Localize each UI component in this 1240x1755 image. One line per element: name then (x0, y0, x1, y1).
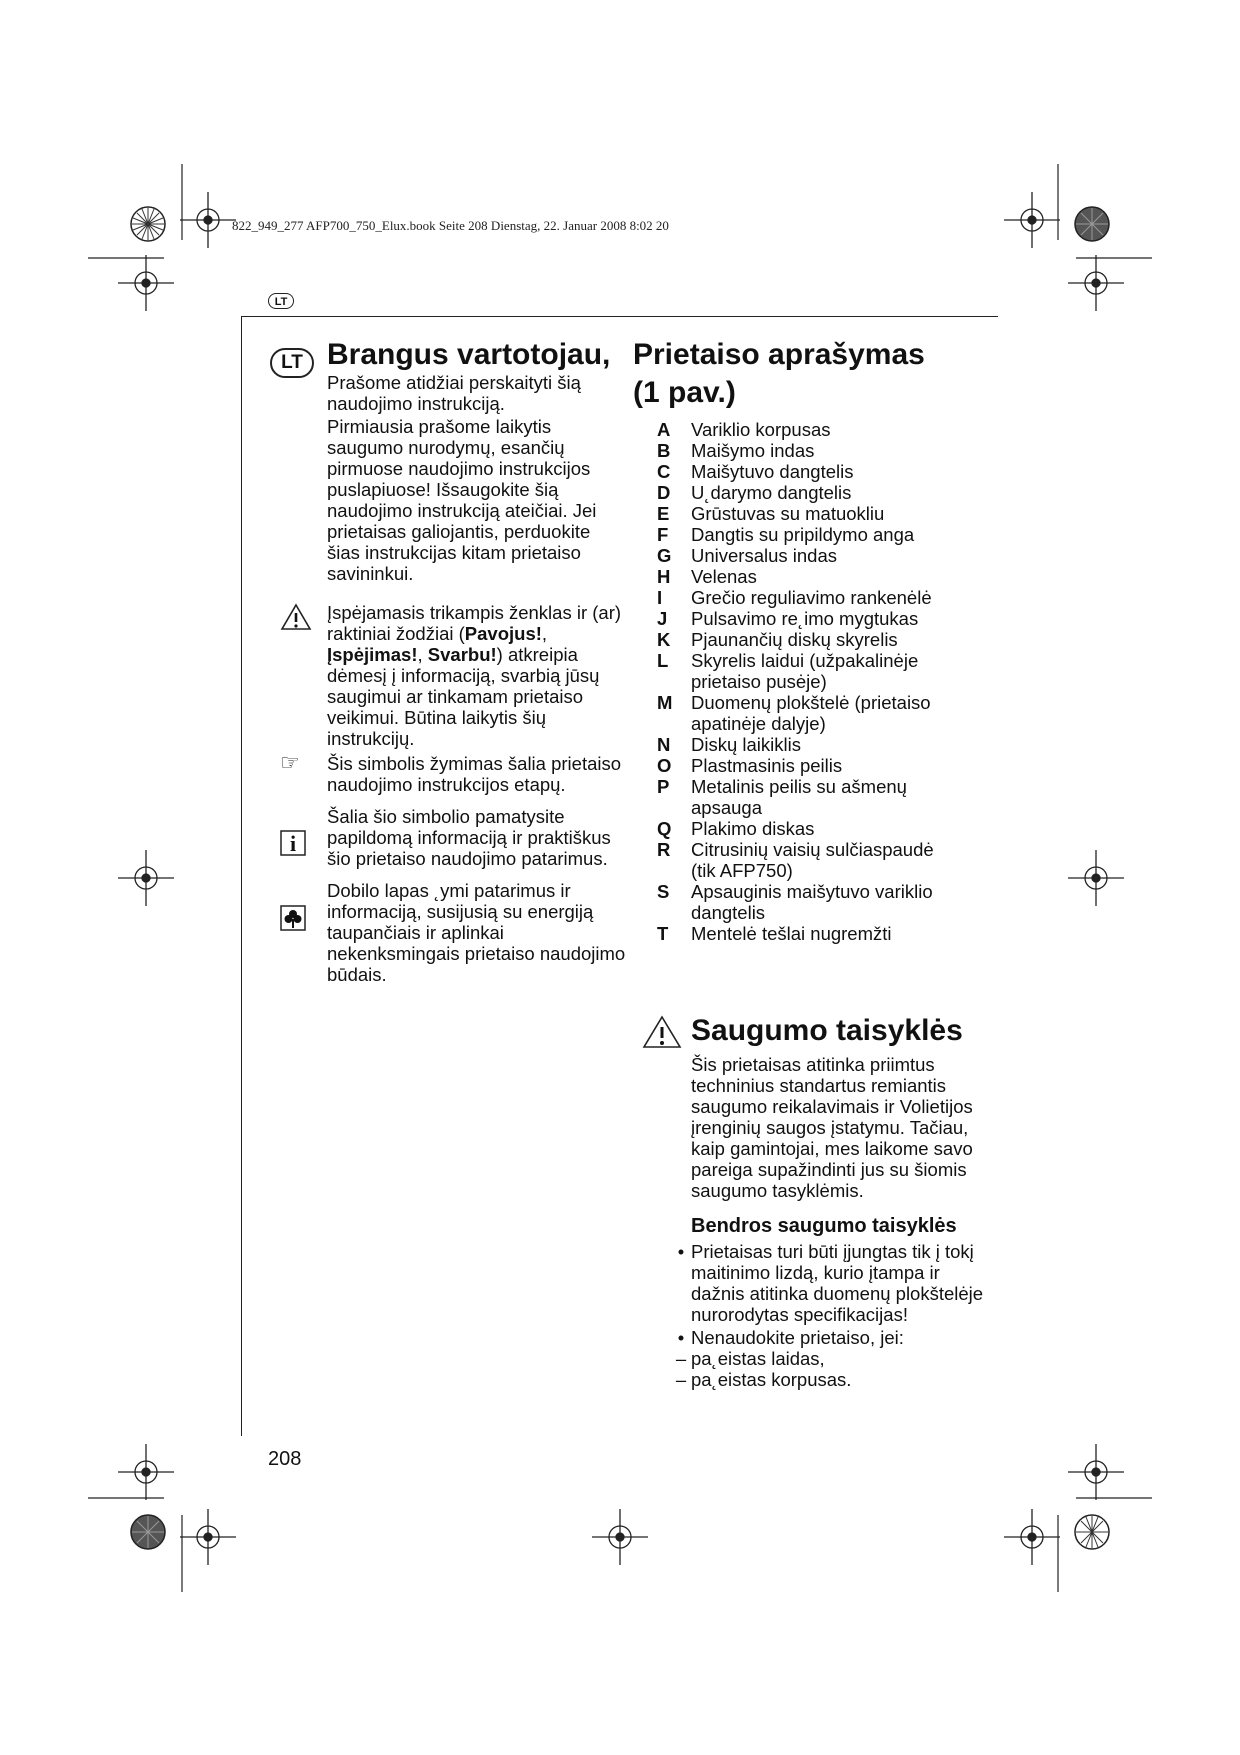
part-label: Maišymo indas (691, 440, 815, 461)
part-label: Duomenų plokštelė (prietaiso apatinėje dalyje) (691, 692, 931, 734)
part-label: Citrusinių vaisių sulčiaspaudė (tik AFP750) (691, 839, 934, 881)
bullet-item (671, 1241, 991, 1325)
part-label: Grečio reguliavimo rankenėlė (691, 587, 932, 608)
part-letter: R (657, 839, 671, 860)
info-note: Šalia šio simbolio pamatysite papildomą informaciją ir praktiškus šio prietaiso naudojimo patarimus. (327, 806, 611, 869)
dash-text: pa˛eistas laidas, (691, 1348, 825, 1369)
bullet-text: Prietaisas turi būti įjungtas tik į tokį maitinimo lizdą, kurio įtampa ir dažnis atitinka duomenų plokštelėje nurorodytas specifikacijas! (691, 1241, 984, 1325)
part-item-o (633, 755, 963, 776)
bullet-dot: • (677, 1241, 685, 1262)
part-label: Maišytuvo dangtelis (691, 461, 854, 482)
part-item-f (633, 524, 963, 545)
part-label: Skyrelis laidui (užpakalinėje prietaiso pusėje) (691, 650, 919, 692)
part-label: Plakimo diskas (691, 818, 815, 839)
intro-paragraph-1: Prašome atidžiai perskaityti šią naudojimo instrukciją. (327, 372, 581, 414)
pointing-hand-icon: ☞ (280, 750, 300, 775)
part-letter: Q (657, 818, 672, 839)
intro-paragraph-2: Pirmiausia prašome laikytis saugumo nurodymų, esančių pirmuose naudojimo instrukcijos puslapiuose! Išsaugokite šią naudojimo instrukciją ateičiai. Jei prietaisas galiojantis, perduokite šias instrukcijas kitam prietaiso savininkui. (327, 416, 597, 584)
page-top-rule (241, 316, 998, 317)
print-header-line: 822_949_277 AFP700_750_Elux.book Seite 208 Dienstag, 22. Januar 2008 8:02 20 (232, 218, 669, 233)
part-label: Velenas (691, 566, 757, 587)
dash-item (671, 1369, 991, 1390)
language-badge: LT (270, 348, 314, 378)
part-letter: F (657, 524, 669, 545)
registration-disc-bottom-right (1075, 1515, 1109, 1549)
part-letter: N (657, 734, 671, 755)
crosshair-right-upper (1068, 255, 1124, 311)
part-letter: L (657, 650, 669, 671)
part-item-j (633, 608, 963, 629)
dash-text: pa˛eistas korpusas. (691, 1369, 852, 1390)
bullet-text: Nenaudokite prietaiso, jei: (691, 1327, 904, 1348)
svg-text:i: i (289, 831, 297, 856)
safety-warning-triangle-icon (642, 1015, 682, 1049)
crosshair-top-right (1004, 192, 1060, 248)
part-label: Dangtis su pripildymo anga (691, 524, 915, 545)
dash-item (671, 1348, 991, 1369)
part-letter: O (657, 755, 672, 776)
left-column (327, 336, 627, 985)
part-item-m (633, 692, 963, 734)
part-letter: B (657, 440, 671, 461)
part-letter: M (657, 692, 673, 713)
part-label: Diskų laikiklis (691, 734, 801, 755)
bullet-item (671, 1327, 991, 1348)
dash-mark: – (675, 1348, 687, 1369)
part-item-i (633, 587, 963, 608)
part-item-b (633, 440, 963, 461)
safety-intro: Šis prietaisas atitinka priimtus techninius standartus remiantis saugumo reikalavimais ir Volietijos įrenginių saugos įstatymu. Tačiau, kaip gamintojai, mes laikome savo pareiga supažindinti jus su šiomis saugumo tasyklėmis. (691, 1054, 973, 1201)
part-item-s (633, 881, 963, 923)
part-letter: A (657, 419, 671, 440)
part-label: Apsauginis maišytuvo variklio dangtelis (691, 881, 933, 923)
right-column (633, 336, 1003, 944)
parts-list (633, 419, 963, 944)
warning-triangle-icon (280, 603, 312, 631)
part-label: Pulsavimo re˛imo mygtukas (691, 608, 919, 629)
clover-leaf-icon (280, 905, 306, 931)
crosshair-top-left (180, 192, 236, 248)
language-badge-small: LT (268, 293, 294, 309)
part-label: U˛darymo dangtelis (691, 482, 852, 503)
dash-mark: – (675, 1369, 687, 1390)
part-letter: H (657, 566, 671, 587)
part-item-p (633, 776, 963, 818)
part-letter: D (657, 482, 671, 503)
bullet-dot: • (677, 1327, 685, 1348)
part-item-t (633, 923, 963, 944)
safety-section (675, 1012, 991, 1390)
part-letter: G (657, 545, 672, 566)
greeting-title: Brangus vartotojau, (327, 338, 611, 371)
info-icon (280, 830, 306, 856)
crosshair-right-lower (1068, 1444, 1124, 1500)
part-letter: I (657, 587, 663, 608)
crosshair-left-middle (118, 850, 174, 906)
registration-disc-bottom-left (131, 1515, 165, 1549)
part-item-e (633, 503, 963, 524)
description-title-line-2: (1 pav.) (633, 376, 736, 409)
part-label: Metalinis peilis su ašmenų apsauga (691, 776, 907, 818)
part-label: Universalus indas (691, 545, 838, 566)
clover-note: Dobilo lapas ˛ymi patarimus ir informaciją, susijusią su energiją taupančiais ir aplinkai nekenksmingais prietaiso naudojimo būdais. (327, 880, 626, 985)
page-number: 208 (268, 1448, 302, 1470)
part-letter: E (657, 503, 670, 524)
part-item-l (633, 650, 963, 692)
hand-note: Šis simbolis žymimas šalia prietaiso naudojimo instrukcijos etapų. (327, 753, 622, 795)
part-item-a (633, 419, 963, 440)
part-item-q (633, 818, 963, 839)
crosshair-left-upper (118, 255, 174, 311)
part-item-k (633, 629, 963, 650)
general-safety-subtitle: Bendros saugumo taisyklės (691, 1215, 957, 1237)
crosshair-bottom-right (1004, 1509, 1060, 1565)
part-item-h (633, 566, 963, 587)
part-item-r (633, 839, 963, 881)
part-label: Mentelė tešlai nugremžti (691, 923, 892, 944)
safety-title: Saugumo taisyklės (691, 1014, 963, 1047)
part-letter: S (657, 881, 670, 902)
registration-disc-top-left (131, 207, 165, 241)
description-title-line-1: Prietaiso aprašymas (633, 338, 925, 371)
part-letter: J (657, 608, 668, 629)
crosshair-bottom-center (592, 1509, 648, 1565)
part-label: Grūstuvas su matuokliu (691, 503, 885, 524)
crosshair-right-middle (1068, 850, 1124, 906)
part-letter: T (657, 923, 669, 944)
part-item-c (633, 461, 963, 482)
part-label: Plastmasinis peilis (691, 755, 843, 776)
part-letter: P (657, 776, 670, 797)
crosshair-left-lower (118, 1444, 174, 1500)
part-letter: C (657, 461, 671, 482)
part-label: Pjaunančių diskų skyrelis (691, 629, 898, 650)
part-item-d (633, 482, 963, 503)
part-item-n (633, 734, 963, 755)
registration-disc-top-right (1075, 207, 1109, 241)
part-item-g (633, 545, 963, 566)
warning-note: Įspėjamasis trikampis ženklas ir (ar) raktiniai žodžiai (Pavojus!, Įspėjimas!, Svarbu!) atkreipia dėmesį į informaciją, svarbią jūsų saugimui ar tinkamam prietaiso veikimui. Būtina laikytis šių instrukcijų. (327, 602, 622, 749)
crosshair-bottom-left (180, 1509, 236, 1565)
page-left-rule (241, 316, 242, 1436)
part-letter: K (657, 629, 671, 650)
part-label: Variklio korpusas (691, 419, 831, 440)
